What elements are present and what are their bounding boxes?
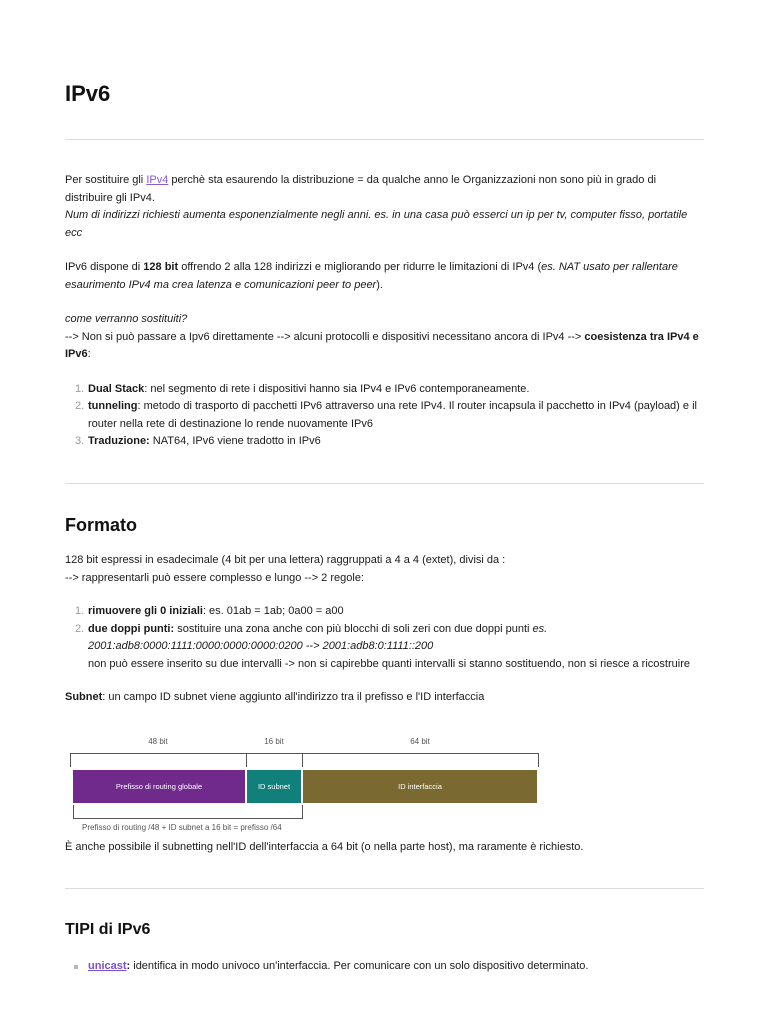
example-address: 2001:adb8:0000:1111:0000:0000:0000:0200 --> 2001:adb8:0:1111::200 — [88, 640, 434, 652]
list-number: 3. — [75, 435, 85, 447]
label-64-bit: 64 bit — [410, 737, 430, 746]
list-item-text: : es. 01ab = 1ab; 0a00 = a00 — [202, 605, 344, 617]
coexistence-bold: coesistenza tra IPv4 e IPv6 — [65, 330, 699, 360]
intro-italic-note: Num di indirizzi richiesti aumenta esponenzialmente negli anni. es. in una casa può esserci un ip per tv, computer fisso, portatile ecc — [65, 209, 688, 239]
bits-bold: 128 bit — [143, 261, 179, 273]
label-48-bit: 48 bit — [148, 737, 168, 746]
list-number: 2. — [75, 400, 85, 412]
ipv4-link[interactable]: IPv4 — [146, 174, 169, 186]
list-item — [65, 398, 705, 433]
formato-line: --> rappresentarli può essere complesso e lungo --> 2 regole: — [65, 571, 364, 584]
list-number: 1. — [75, 382, 85, 395]
transition-list — [65, 381, 705, 451]
coexistence-text: --> Non si può passare a Ipv6 direttamente --> alcuni protocolli e dispositivi necessitano ancora di IPv4 --> — [65, 330, 585, 343]
list-item — [65, 381, 705, 399]
unicast-link[interactable]: unicast — [88, 960, 127, 972]
list-item — [65, 621, 705, 674]
list-item-title: rimuovere gli 0 iniziali — [88, 605, 203, 617]
segment-interface-id: ID interfaccia — [303, 770, 537, 803]
section-heading-tipi: TIPI di IPv6 — [65, 921, 151, 938]
tipi-section — [65, 958, 705, 976]
coexistence-text: : — [87, 348, 91, 360]
subnet-bold: Subnet — [65, 691, 103, 703]
list-item-title: Dual Stack — [88, 382, 145, 395]
list-item-text: : nel segmento di rete i dispositivi hanno sia IPv4 e IPv6 contemporaneamente. — [144, 382, 530, 395]
list-number: 2. — [75, 622, 85, 635]
bullet-icon — [74, 965, 78, 969]
label-16-bit: 16 bit — [264, 737, 284, 746]
divider — [65, 888, 704, 889]
divider — [65, 483, 704, 484]
bits-text: ). — [376, 278, 383, 291]
list-item-text: identifica in modo univoco un'interfaccia. Per comunicare con un solo dispositivo determinato. — [130, 960, 589, 972]
coexistence-paragraph — [65, 329, 705, 364]
formato-line: 128 bit espressi in esadecimale (4 bit per una lettera) raggruppati a 4 a 4 (extet), divisi da : — [65, 554, 506, 566]
bracket-64 — [302, 753, 539, 767]
bits-text: IPv6 dispone di — [65, 261, 144, 273]
list-item-text: : metodo di trasporto di pacchetti IPv6 attraverso una rete IPv4. Il router incapsula il pacchetto in IPv4 (payload) e il router nella rete di destinazione lo rende nuovamente IPv6 — [88, 400, 697, 430]
diagram-caption: Prefisso di routing /48 + ID subnet a 16 bit = prefisso /64 — [82, 823, 282, 832]
subnet-diagram — [70, 733, 542, 833]
bits-paragraph — [65, 259, 705, 294]
divider — [65, 139, 704, 140]
list-item-text: NAT64, IPv6 viene tradotto in IPv6 — [149, 435, 321, 447]
list-number: 1. — [75, 605, 85, 617]
bracket-prefix-64 — [73, 805, 303, 819]
segment-routing-prefix: Prefisso di routing globale — [73, 770, 245, 803]
bracket-16 — [246, 753, 303, 767]
bracket-48 — [70, 753, 247, 767]
formato-section — [65, 552, 705, 707]
list-item-title: Traduzione: — [88, 435, 150, 447]
list-item — [65, 958, 705, 976]
subnet-text: : un campo ID subnet viene aggiunto all'indirizzo tra il prefisso e l'ID interfaccia — [102, 691, 485, 703]
bits-italic: es. NAT usato per rallentare esaurimento IPv4 ma crea latenza e comunicazioni peer to peer — [65, 261, 678, 291]
page-title: IPv6 — [65, 81, 111, 106]
list-item-note: non può essere inserito su due intervalli -> non si capirebbe quanti intervalli si stanno sostituendo, non si riesce a ricostruire — [88, 657, 690, 670]
subnetting-note: È anche possibile il subnetting nell'ID dell'interfaccia a 64 bit (o nella parte host), ma raramente è richiesto. — [65, 841, 584, 853]
intro-text: Per sostituire gli — [65, 174, 147, 186]
bits-text: offrendo 2 alla 128 indirizzi e migliorando per ridurre le limitazioni di IPv4 ( — [178, 261, 542, 273]
intro-paragraph — [65, 172, 705, 207]
list-item-title: tunneling — [88, 400, 138, 412]
section-heading-formato: Formato — [65, 515, 137, 535]
example-label: es. — [532, 622, 548, 635]
question-line: come verranno sostituiti? — [65, 313, 188, 325]
segment-subnet-id: ID subnet — [247, 770, 301, 803]
intro-section — [65, 172, 705, 451]
intro-text: perchè sta esaurendo la distribuzione = da qualche anno le Organizzazioni non sono più in grado di distribuire gli IPv4. — [65, 174, 657, 204]
rules-list — [65, 603, 705, 673]
list-item-colon: : — [126, 960, 131, 972]
list-item — [65, 603, 705, 621]
list-item-title: due doppi punti: — [88, 622, 175, 635]
subnet-paragraph — [65, 689, 705, 707]
list-item — [65, 433, 705, 451]
ipv6-types-list — [65, 958, 705, 976]
list-item-text: sostituire una zona anche con più blocchi di soli zeri con due doppi punti — [174, 622, 533, 635]
